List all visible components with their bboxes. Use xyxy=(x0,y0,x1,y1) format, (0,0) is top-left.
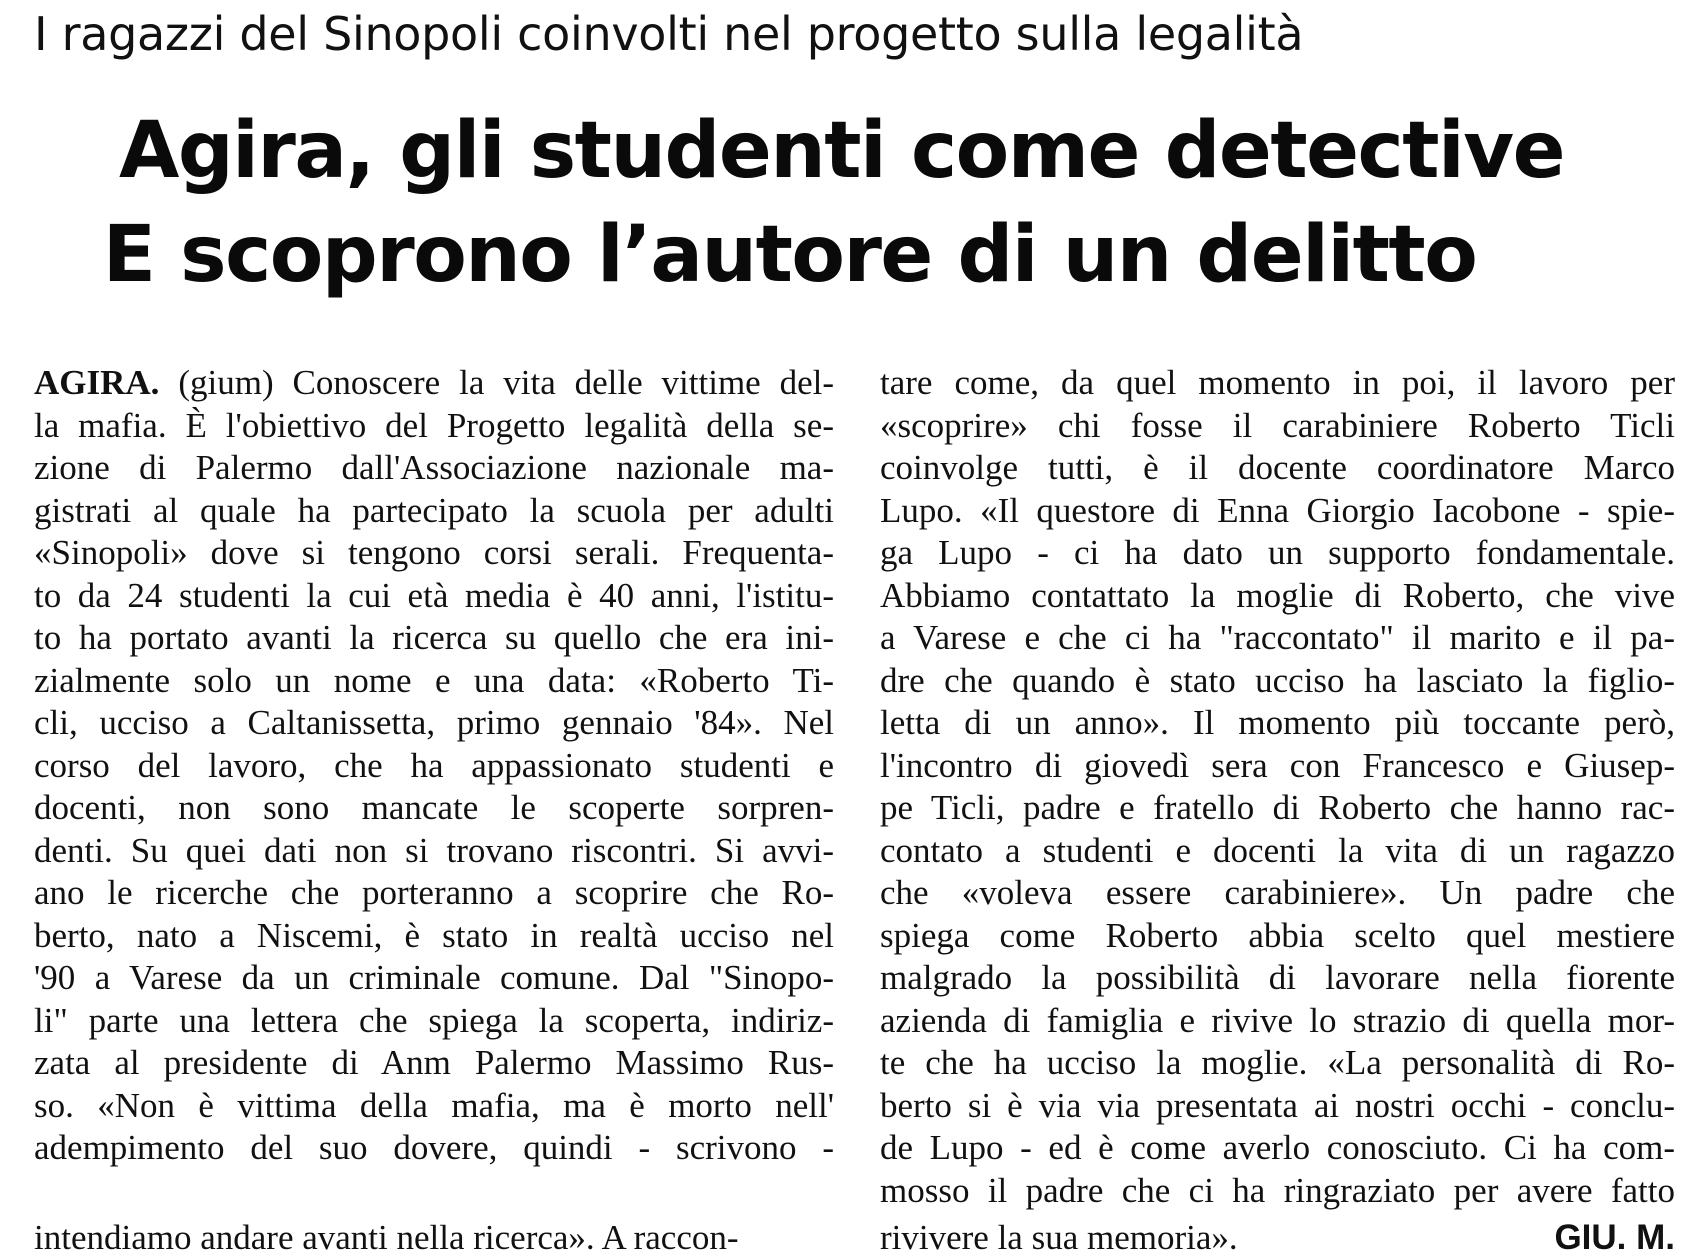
body-line: gistrati al quale ha partecipato la scuola per adulti xyxy=(34,490,834,530)
article-kicker: I ragazzi del Sinopoli coinvolti nel progetto sulla legalità xyxy=(34,7,1304,61)
body-line: zione di Palermo dall'Associazione nazionale ma- xyxy=(34,448,834,487)
body-line: mosso il padre che ci ha ringraziato per avere fatto xyxy=(880,1170,1675,1210)
body-line: to da 24 studenti la cui età media è 40 anni, l'istitu- xyxy=(34,575,834,615)
byline-signature: GIU. M. xyxy=(1554,1218,1675,1257)
body-line: la mafia. È l'obiettivo del Progetto legalità della se- xyxy=(34,405,834,445)
body-line: de Lupo - ed è come averlo conosciuto. Ci ha com- xyxy=(880,1128,1675,1167)
body-line: letta di un anno». Il momento più toccante però, xyxy=(880,703,1675,742)
dateline: AGIRA. xyxy=(34,363,160,402)
body-line: berto si è via via presentata ai nostri occhi - conclu- xyxy=(880,1085,1675,1125)
body-line: Lupo. «Il questore di Enna Giorgio Iacobone - spie- xyxy=(880,490,1675,530)
body-line: corso del lavoro, che ha appassionato studenti e xyxy=(34,745,834,785)
body-line: zata al presidente di Anm Palermo Massimo Rus- xyxy=(34,1043,834,1082)
body-line: to ha portato avanti la ricerca su quello che era ini- xyxy=(34,618,834,657)
body-line: cli, ucciso a Caltanissetta, primo gennaio '84». Nel xyxy=(34,703,834,742)
body-line: li" parte una lettera che spiega la scoperta, indiriz- xyxy=(34,1000,834,1040)
column-2-last-line xyxy=(880,1217,1675,1259)
body-line: a Varese e che ci ha "raccontato" il marito e il pa- xyxy=(880,618,1675,657)
body-line: te che ha ucciso la moglie. «La personalità di Ro- xyxy=(880,1043,1675,1082)
body-line: denti. Su quei dati non si trovano riscontri. Si avvi- xyxy=(34,830,834,870)
body-line: ano le ricerche che porteranno a scoprire che Ro- xyxy=(34,873,834,912)
body-line: so. «Non è vittima della mafia, ma è morto nell' xyxy=(34,1085,834,1125)
article-column-1 xyxy=(34,362,834,1170)
body-line: che «voleva essere carabiniere». Un padre che xyxy=(880,873,1675,912)
body-line: adempimento del suo dovere, quindi - scrivono - xyxy=(34,1128,834,1167)
body-line: '90 a Varese da un criminale comune. Dal "Sinopo- xyxy=(34,958,834,997)
body-line: malgrado la possibilità di lavorare nella fiorente xyxy=(880,958,1675,997)
body-line: docenti, non sono mancate le scoperte sorpren- xyxy=(34,788,834,827)
headline-line-1: Agira, gli studenti come detective xyxy=(118,106,1565,196)
body-line: coinvolge tutti, è il docente coordinatore Marco xyxy=(880,448,1675,487)
article-column-2 xyxy=(880,362,1675,1212)
body-line: tare come, da quel momento in poi, il lavoro per xyxy=(880,363,1675,402)
body-line: Abbiamo contattato la moglie di Roberto, che vive xyxy=(880,575,1675,615)
body-line: zialmente solo un nome e una data: «Roberto Ti- xyxy=(34,660,834,700)
body-line: azienda di famiglia e rivive lo strazio di quella mor- xyxy=(880,1000,1675,1040)
body-line: dre che quando è stato ucciso ha lasciato la figlio- xyxy=(880,660,1675,700)
body-line-text: (gium) Conoscere la vita delle vittime del- xyxy=(178,363,835,402)
body-line: ga Lupo - ci ha dato un supporto fondamentale. xyxy=(880,533,1675,572)
column-1-last-line: intendiamo andare avanti nella ricerca». A raccon- xyxy=(34,1218,739,1257)
body-line: contato a studenti e docenti la vita di un ragazzo xyxy=(880,830,1675,870)
body-line: l'incontro di giovedì sera con Francesco e Giusep- xyxy=(880,745,1675,785)
body-line: spiega come Roberto abbia scelto quel mestiere xyxy=(880,915,1675,955)
body-line-text: rivivere la sua memoria». xyxy=(880,1218,1238,1257)
body-line: «scoprire» chi fosse il carabiniere Roberto Ticli xyxy=(880,405,1675,445)
headline-line-2: E scoprono l’autore di un delitto xyxy=(102,210,1477,300)
body-line: berto, nato a Niscemi, è stato in realtà ucciso nel xyxy=(34,915,834,955)
body-line xyxy=(34,362,834,405)
body-line: pe Ticli, padre e fratello di Roberto che hanno rac- xyxy=(880,788,1675,827)
body-line: «Sinopoli» dove si tengono corsi serali. Frequenta- xyxy=(34,533,834,572)
